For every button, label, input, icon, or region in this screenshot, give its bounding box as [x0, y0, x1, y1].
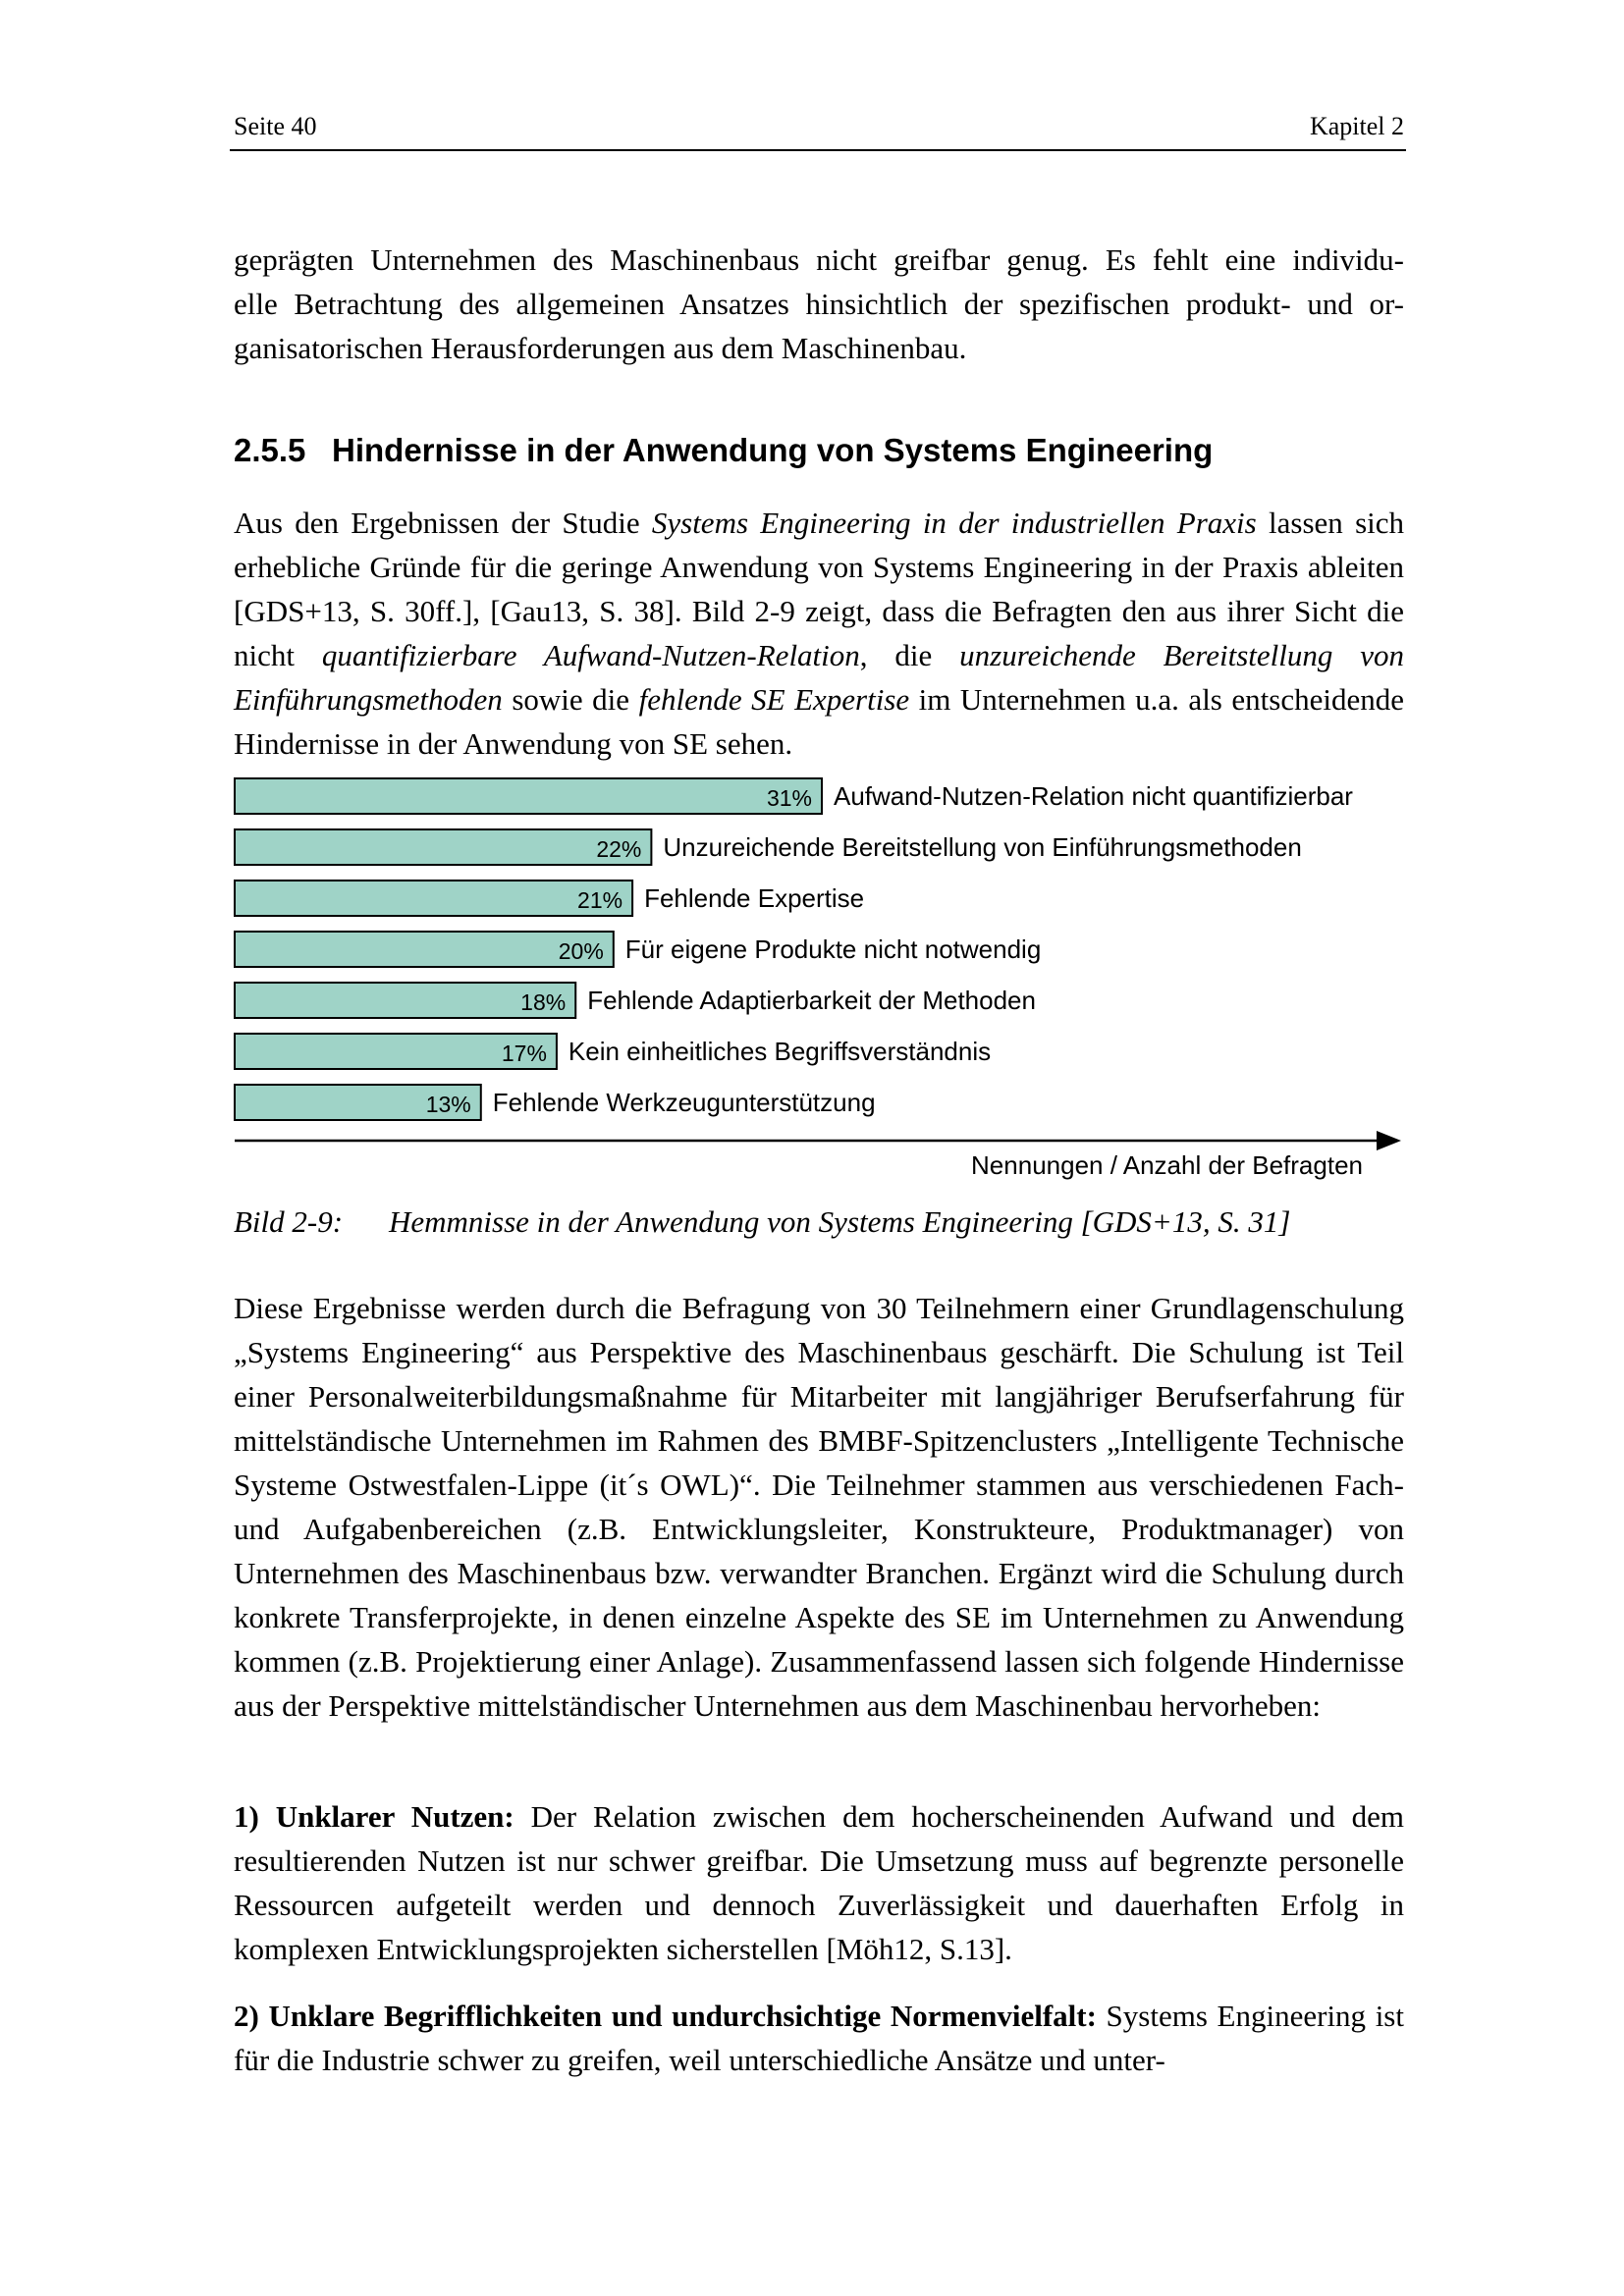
list-item-text: Der Relation zwischen dem hocherscheinenden Aufwand und dem resultierenden Nutzen ist nur schwer greifbar. Die Umsetzung muss auf begrenzte personelle Ressourcen aufgeteilt werden und dennoch Zuverlässigkeit und dauerhaften Erfolg in komplexen Entwicklungsprojekten sicherstellen [Möh12, S.13]. [234, 1799, 1405, 1966]
list-item-1 [234, 1794, 1404, 1971]
bar-value-label: 21% [577, 887, 623, 913]
bar-value-label: 22% [596, 836, 642, 862]
text-run: , die [859, 638, 960, 672]
header-rule [230, 149, 1406, 151]
list-item-lead: 1) Unklarer Nutzen: [234, 1799, 514, 1834]
text-run: lassen sich erhebliche Gründe für die geringe Anwendung von Systems Engineering in der Praxis ableiten [GDS+13, S. 30ff.], [Gau13, S. 38]. Bild 2-9 zeigt, dass die Befragten den aus ihrer Sicht die nicht [234, 506, 1404, 672]
text-run: Aus den Ergebnissen der Studie [234, 506, 652, 540]
bar-value-label: 20% [558, 938, 604, 964]
list-item-2 [234, 1994, 1404, 2082]
bar [235, 829, 651, 865]
bar-category-label: Fehlende Adaptierbarkeit der Methoden [587, 986, 1036, 1015]
intro-line: ganisatorischen Herausforderungen aus dem Maschinenbau. [234, 331, 967, 365]
bar-category-label: Fehlende Expertise [644, 883, 865, 913]
bar-category-label: Für eigene Produkte nicht notwendig [624, 934, 1042, 964]
bar [235, 881, 632, 916]
bar [235, 932, 614, 967]
bar-value-label: 13% [425, 1092, 471, 1117]
list-item-lead: 2) Unklare Begrifflichkeiten und undurchsichtige Normenvielfalt: [234, 1999, 1097, 2033]
caption-text: Hemmnisse in der Anwendung von Systems Engineering [GDS+13, S. 31] [389, 1204, 1291, 1239]
section-heading [234, 432, 1404, 469]
text-run: im Unternehmen u.a. als entscheidende Hindernisse in der Anwendung von SE sehen. [234, 682, 1404, 761]
figure-caption [234, 1204, 1404, 1240]
bar-value-label: 17% [501, 1041, 547, 1066]
intro-paragraph [234, 238, 1404, 370]
running-header [234, 108, 1404, 147]
italic-term: unzureichende Bereitstellung von Einführungsmethoden [234, 638, 1404, 717]
chapter-label: Kapitel 2 [1309, 112, 1404, 140]
body-paragraph-1 [234, 501, 1404, 766]
text-run: sowie die [502, 682, 639, 717]
bar-category-label: Fehlende Werkzeugunterstützung [492, 1088, 876, 1117]
bar-chart-figure [232, 775, 1406, 1188]
list-item-text: Systems Engineering ist für die Industrie schwer zu greifen, weil unterschiedliche Ansätze und unter- [234, 1999, 1404, 2077]
body-paragraph-2: Diese Ergebnisse werden durch die Befragung von 30 Teilnehmern einer Grundlagenschulung „Systems Engineering“ aus Perspektive des Maschinenbaus geschärft. Die Schulung ist Teil einer Personalweiterbildungsmaßnahme für Mitarbeiter mit langjähriger Berufserfahrung für mittelständische Unternehmen im Rahmen des BMBF-Spitzenclusters „Intelligente Technische Systeme Ostwestfalen-Lippe (it´s OWL)“. Die Teilnehmer stammen aus verschiedenen Fach- und Aufgabenbereichen (z.B. Entwicklungsleiter, Konstrukteure, Produktmanager) von Unternehmen des Maschinenbaus bzw. verwandter Branchen. Ergänzt wird die Schulung durch konkrete Transferprojekte, in denen einzelne Aspekte des SE im Unternehmen zu Anwendung kommen (z.B. Projektierung einer Anlage). Zusammenfassend lassen sich folgende Hindernisse aus der Perspektive mittelständischer Unternehmen aus dem Maschinenbau hervorheben: [234, 1291, 1404, 1723]
italic-term: fehlende SE Expertise [638, 682, 910, 717]
caption-label: Bild 2-9: [234, 1204, 344, 1239]
page-number: Seite 40 [234, 112, 317, 140]
x-axis-label: Nennungen / Anzahl der Befragten [971, 1150, 1363, 1180]
bar-value-label: 31% [766, 785, 812, 811]
intro-line: geprägten Unternehmen des Maschinenbaus nicht greifbar genug. Es fehlt eine individu- [234, 242, 1404, 277]
intro-line: elle Betrachtung des allgemeinen Ansatzes hinsichtlich der spezifischen produkt- und or- [234, 287, 1404, 321]
bar-value-label: 18% [520, 989, 567, 1015]
bars-group [235, 778, 1353, 1120]
bar-category-label: Kein einheitliches Begriffsverständnis [568, 1037, 992, 1066]
italic-term: Systems Engineering in der industriellen Praxis [651, 506, 1257, 540]
bar-category-label: Aufwand-Nutzen-Relation nicht quantifizierbar [834, 781, 1353, 811]
section-number: 2.5.5 [234, 432, 306, 468]
italic-term: quantifizierbare Aufwand-Nutzen-Relation [321, 638, 860, 672]
bar-category-label: Unzureichende Bereitstellung von Einführungsmethoden [663, 832, 1302, 862]
section-title: Hindernisse in der Anwendung von Systems Engineering [332, 432, 1214, 468]
bar [235, 778, 822, 814]
bar-chart [232, 775, 1406, 1188]
